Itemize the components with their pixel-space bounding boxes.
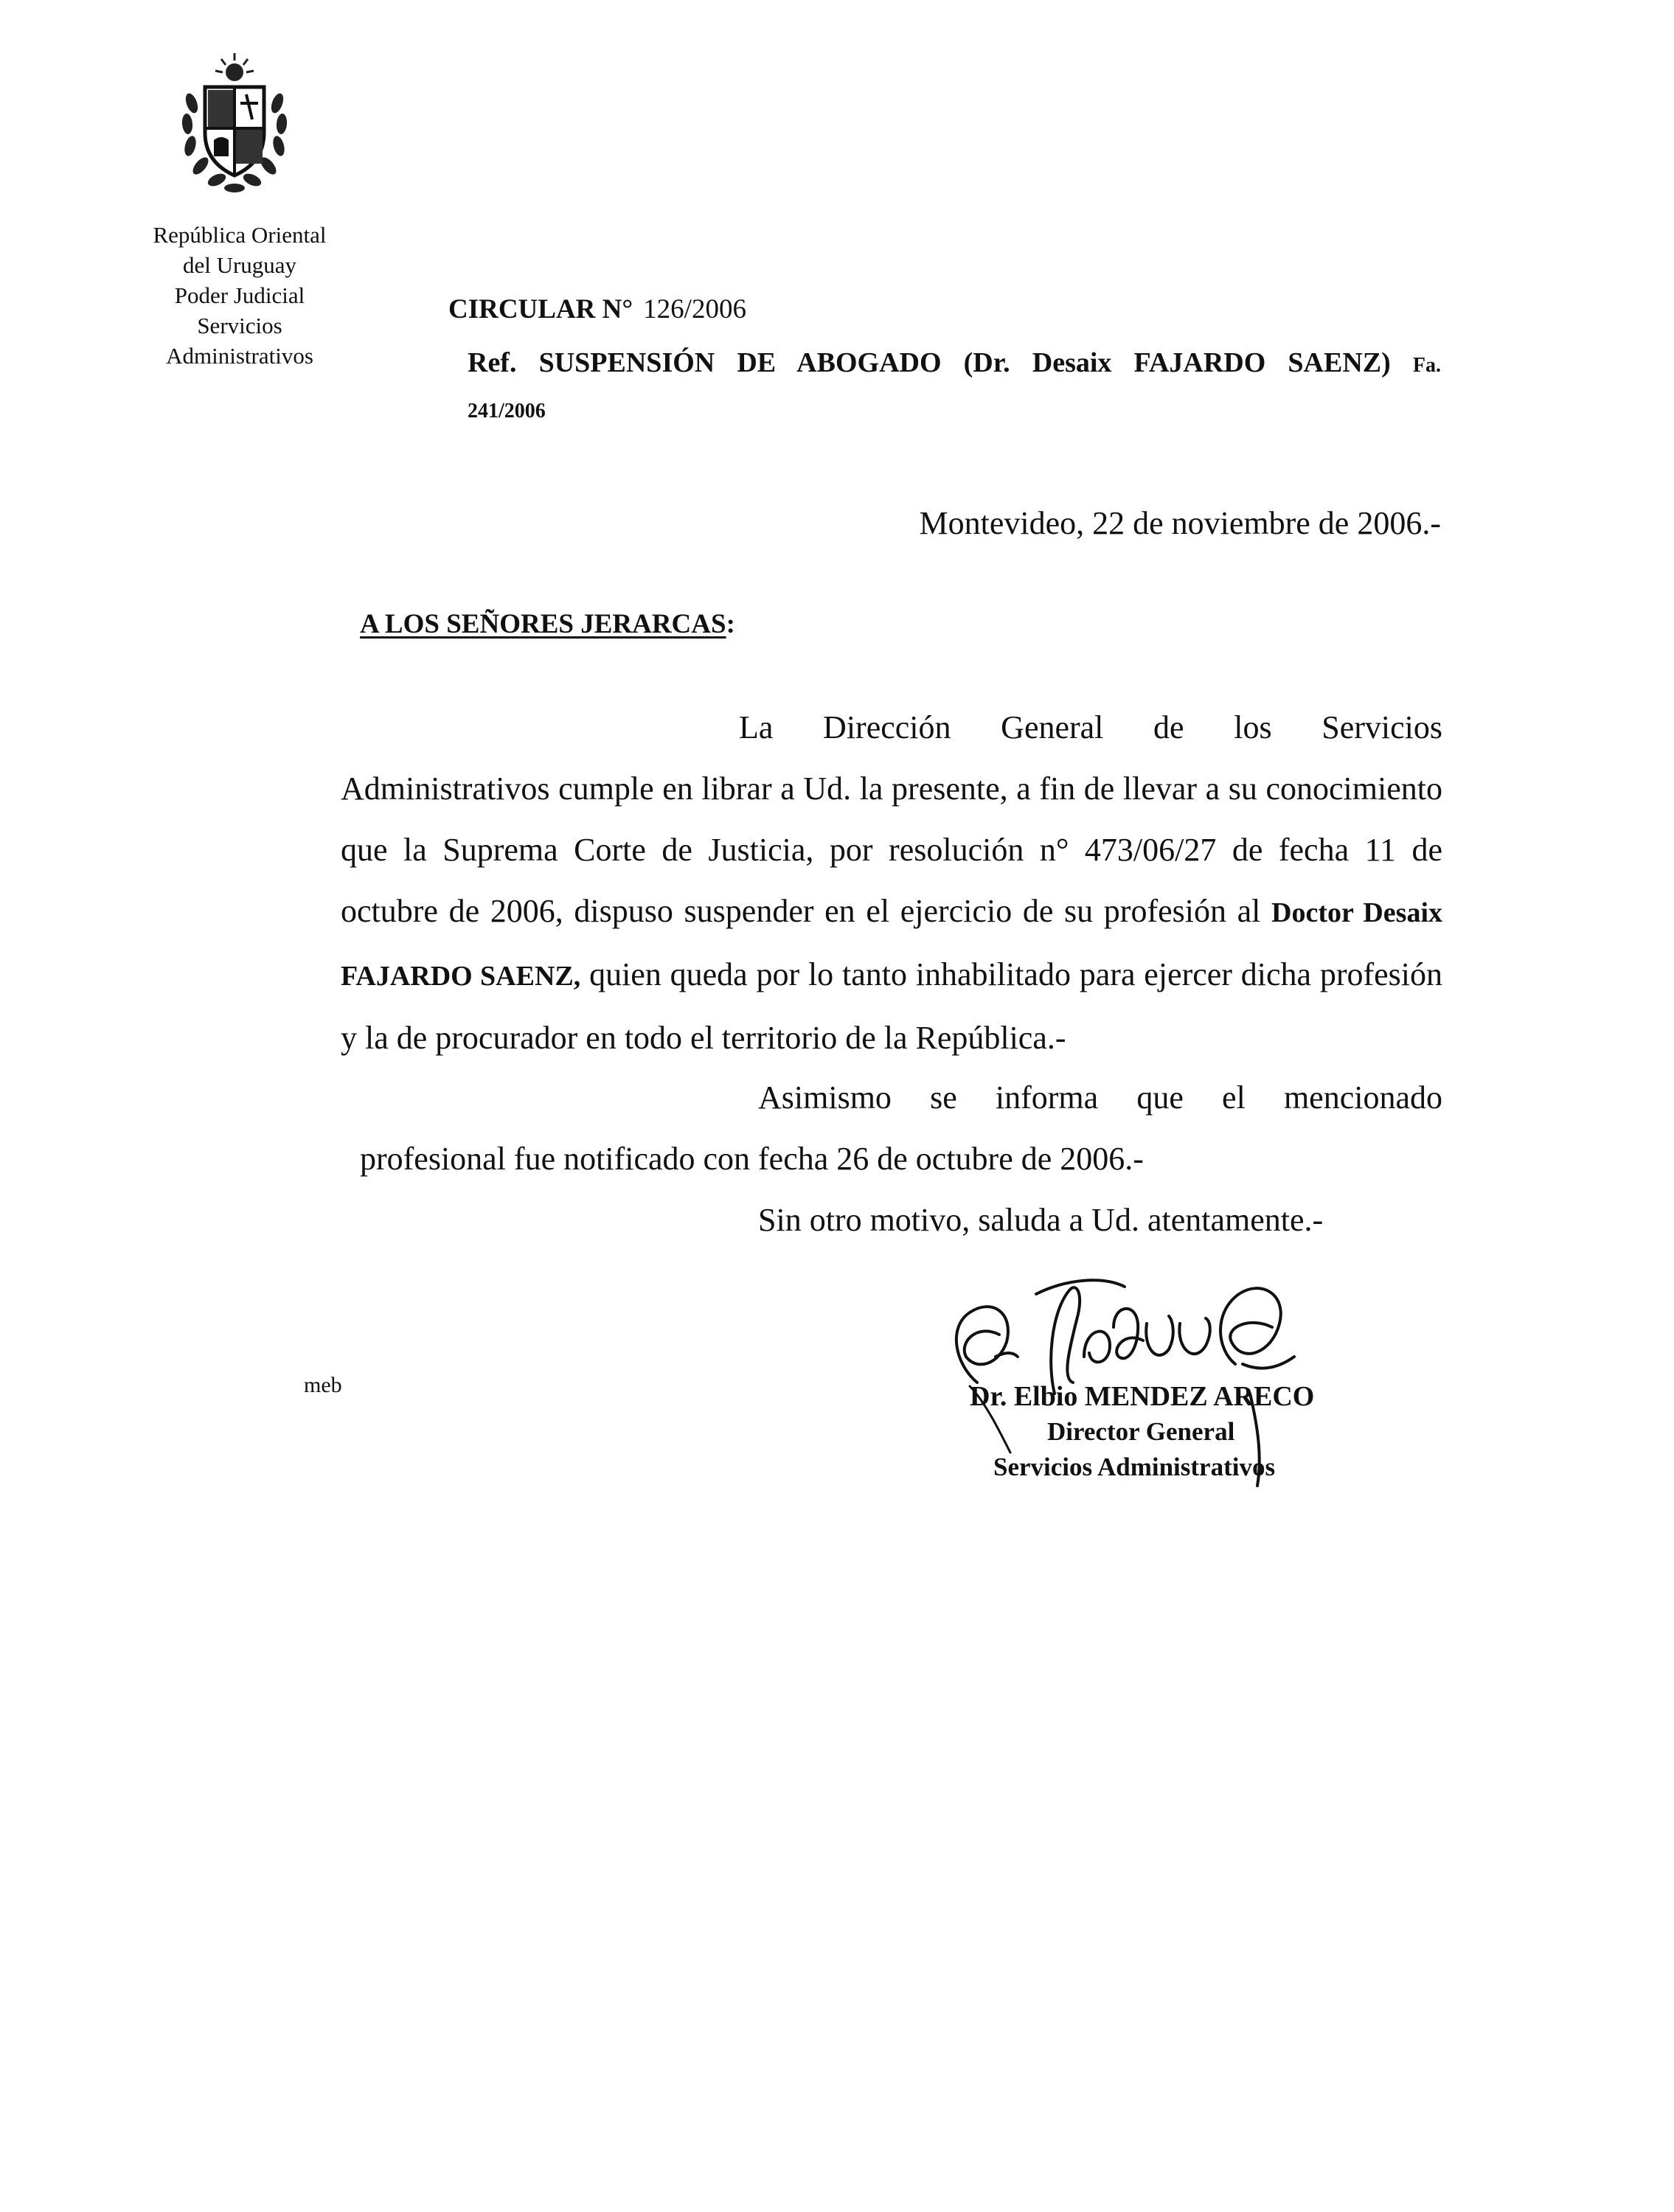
org-line: Servicios	[197, 313, 282, 338]
typist-initials: meb	[304, 1373, 342, 1397]
signer-title: Director General	[1047, 1417, 1235, 1446]
salutation-colon: :	[726, 609, 735, 639]
body-paragraph-line: Asimismo se informa que el mencionado	[758, 1079, 1442, 1116]
signer-name: Dr. Elbio MENDEZ ARECO	[970, 1381, 1315, 1412]
paragraph-text: La Dirección General de los Servicios Administrativos cumple en librar a Ud. la presente, a fin de llevar a su conocimiento que la Suprema Corte de Justicia, por resolución n° 473/06/27 de fecha 11 de octubre de 2006, dispuso suspender en el ejercicio de su profesión al	[341, 709, 1442, 929]
salutation	[360, 608, 735, 640]
circular-label: CIRCULAR N°	[448, 294, 633, 324]
org-line: Poder Judicial	[174, 282, 305, 308]
paragraph-bold-name: Doctor Desaix FAJARDO SAENZ,	[341, 897, 1442, 992]
circular-number	[448, 293, 746, 325]
org-line: República Oriental	[153, 222, 327, 248]
body-paragraph-line: profesional fue notificado con fecha 26 de octubre de 2006.-	[360, 1141, 1144, 1177]
salutation-text: A LOS SEÑORES JERARCAS	[360, 609, 726, 639]
signer-department: Servicios Administrativos	[993, 1453, 1276, 1481]
org-line: del Uruguay	[182, 252, 297, 278]
paragraph-text: quien queda por lo tanto inhabilitado para ejercer dicha profesión y la de procurador en todo el territorio de la República.-	[341, 956, 1443, 1056]
reference-line	[468, 347, 1441, 379]
coat-of-arms-icon	[176, 52, 294, 195]
signature-block	[925, 1253, 1338, 1504]
body-paragraph	[341, 697, 1442, 1068]
org-line: Administrativos	[166, 343, 313, 369]
circular-value: 126/2006	[643, 294, 746, 324]
closing-line: Sin otro motivo, saluda a Ud. atentamente.-	[758, 1202, 1324, 1238]
organization-header	[111, 220, 369, 371]
reference-text: Ref. SUSPENSIÓN DE ABOGADO (Dr. Desaix FAJARDO SAENZ)	[468, 347, 1391, 378]
letter-date: Montevideo, 22 de noviembre de 2006.-	[919, 505, 1441, 541]
reference-number: 241/2006	[468, 400, 546, 422]
reference-fa: Fa.	[1412, 354, 1442, 377]
